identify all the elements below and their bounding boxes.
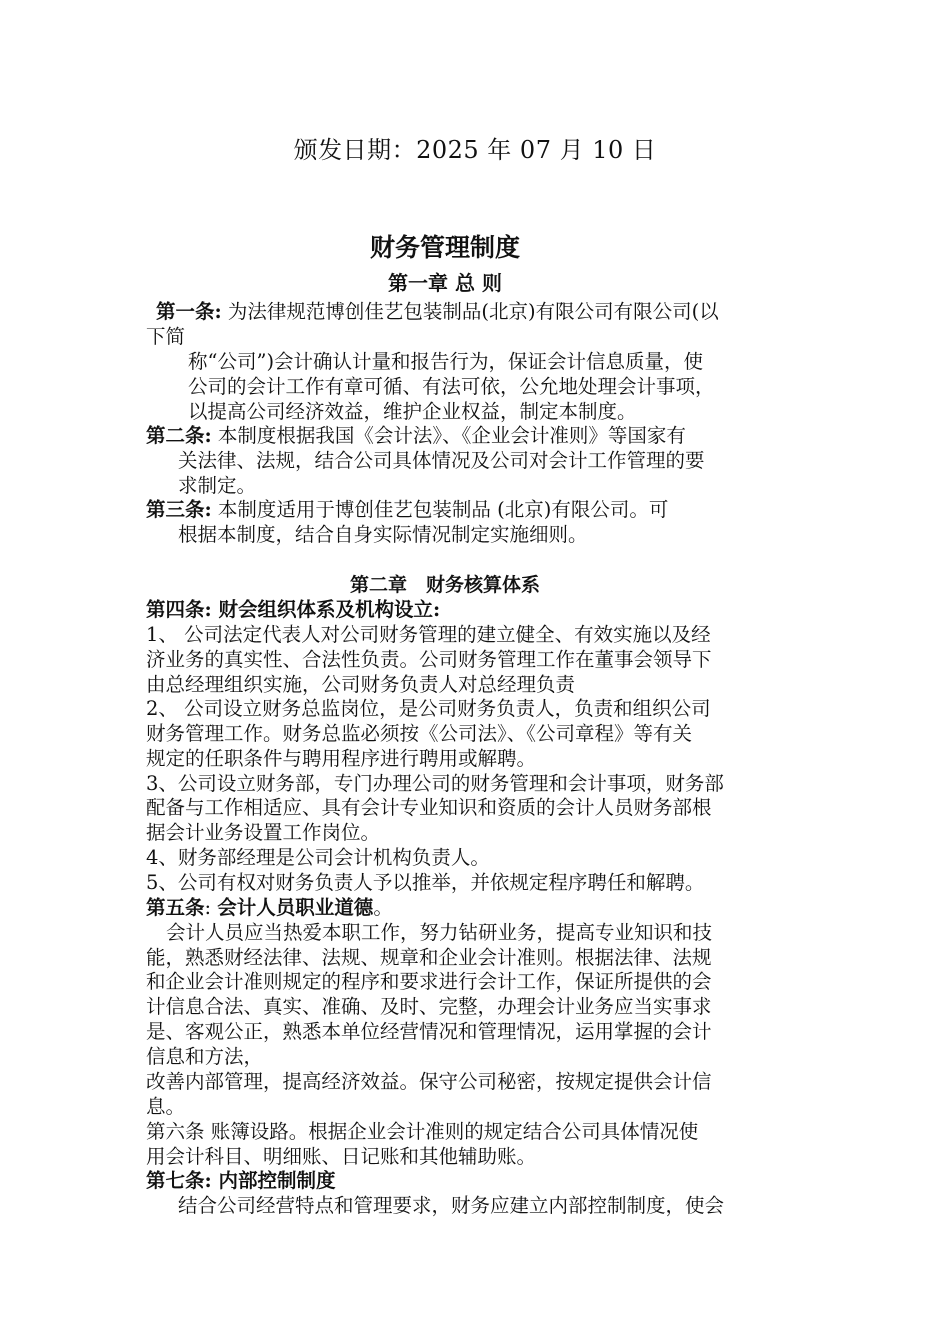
article-7-heading: 第七条: 内部控制制度 — [146, 1169, 336, 1192]
article-1-line-4: 公司的会计工作有章可循、有法可依，公允地处理会计事项， — [188, 375, 715, 398]
article-7-line-1: 结合公司经营特点和管理要求，财务应建立内部控制制度，使会 — [178, 1194, 725, 1217]
article-1-label: 第一条: — [156, 300, 222, 323]
article-5-line: 是、客观公正，熟悉本单位经营情况和管理情况，运用掌握的会计 — [146, 1020, 712, 1043]
article-3-line-2: 根据本制度，结合自身实际情况制定实施细则。 — [178, 523, 588, 546]
article-5-line: 和企业会计准则规定的程序和要求进行会计工作，保证所提供的会 — [146, 970, 712, 993]
article-1-line-2: 下简 — [146, 325, 186, 348]
article-5-line: 计信息合法、真实、准确、及时、完整，办理会计业务应当实事求 — [146, 995, 712, 1018]
article-2-line-1: 第二条: 本制度根据我国《会计法》、《企业会计准则》等国家有 — [146, 424, 686, 447]
article-4-line: 济业务的真实性、合法性负责。公司财务管理工作在董事会领导下 — [146, 648, 712, 671]
article-6-line-2: 用会计科目、明细账、日记账和其他辅助账。 — [146, 1145, 537, 1168]
article-5-line: 会计人员应当热爱本职工作，努力钻研业务，提高专业知识和技 — [166, 921, 713, 944]
article-5-line: 能，熟悉财经法律、法规、规章和企业会计准则。根据法律、法规 — [146, 946, 712, 969]
article-4-line: 5、公司有权对财务负责人予以推举，并依规定程序聘任和解聘。 — [146, 871, 705, 894]
article-4-line: 配备与工作相适应、具有会计专业知识和资质的会计人员财务部根 — [146, 796, 712, 819]
article-5-line: 信息和方法， — [146, 1045, 264, 1068]
article-1-line-1: 第一条: 为法律规范博创佳艺包装制品(北京)有限公司有限公司(以 — [156, 300, 719, 323]
article-4-line: 财务管理工作。财务总监必须按《公司法》、《公司章程》等有关 — [146, 722, 693, 745]
issue-date: 颁发日期：2025 年 07 月 10 日 — [293, 136, 657, 164]
article-4-line: 4、财务部经理是公司会计机构负责人。 — [146, 846, 490, 869]
article-4-line: 规定的任职条件与聘用程序进行聘用或解聘。 — [146, 747, 537, 770]
article-2-line-2: 关法律、法规，结合公司具体情况及公司对会计工作管理的要 — [178, 449, 705, 472]
article-5-line: 改善内部管理，提高经济效益。保守公司秘密，按规定提供会计信 — [146, 1070, 712, 1093]
article-5-line: 息。 — [146, 1095, 186, 1118]
article-2-label: 第二条: — [146, 424, 212, 447]
article-1-line-3: 称“公司”)会计确认计量和报告行为，保证会计信息质量，使 — [188, 350, 704, 373]
article-2-line-3: 求制定。 — [178, 474, 257, 497]
article-4-line: 由总经理组织实施，公司财务负责人对总经理负责 — [146, 673, 576, 696]
article-3-line-1: 第三条: 本制度适用于博创佳艺包装制品 (北京)有限公司。可 — [146, 498, 669, 521]
article-4-heading: 第四条: 财会组织体系及机构设立: — [146, 598, 441, 621]
document-title: 财务管理制度 — [369, 233, 520, 262]
article-4-line: 3、公司设立财务部，专门办理公司的财务管理和会计事项，财务部 — [146, 772, 724, 795]
article-6-line-1: 第六条 账簿设路。根据企业会计准则的规定结合公司具体情况使 — [146, 1120, 699, 1143]
article-3-label: 第三条: — [146, 498, 212, 521]
article-1-line-5: 以提高公司经济效益，维护企业权益，制定本制度。 — [188, 400, 637, 423]
article-4-line: 据会计业务设置工作岗位。 — [146, 821, 381, 844]
chapter-2-heading: 第二章 财务核算体系 — [349, 574, 540, 596]
chapter-1-heading: 第一章 总 则 — [388, 271, 502, 295]
article-4-line: 2、 公司设立财务总监岗位，是公司财务负责人，负责和组织公司 — [146, 697, 711, 720]
article-4-line: 1、 公司法定代表人对公司财务管理的建立健全、有效实施以及经 — [146, 623, 711, 646]
article-5-heading: 第五条: 会计人员职业道德。 — [146, 896, 393, 919]
